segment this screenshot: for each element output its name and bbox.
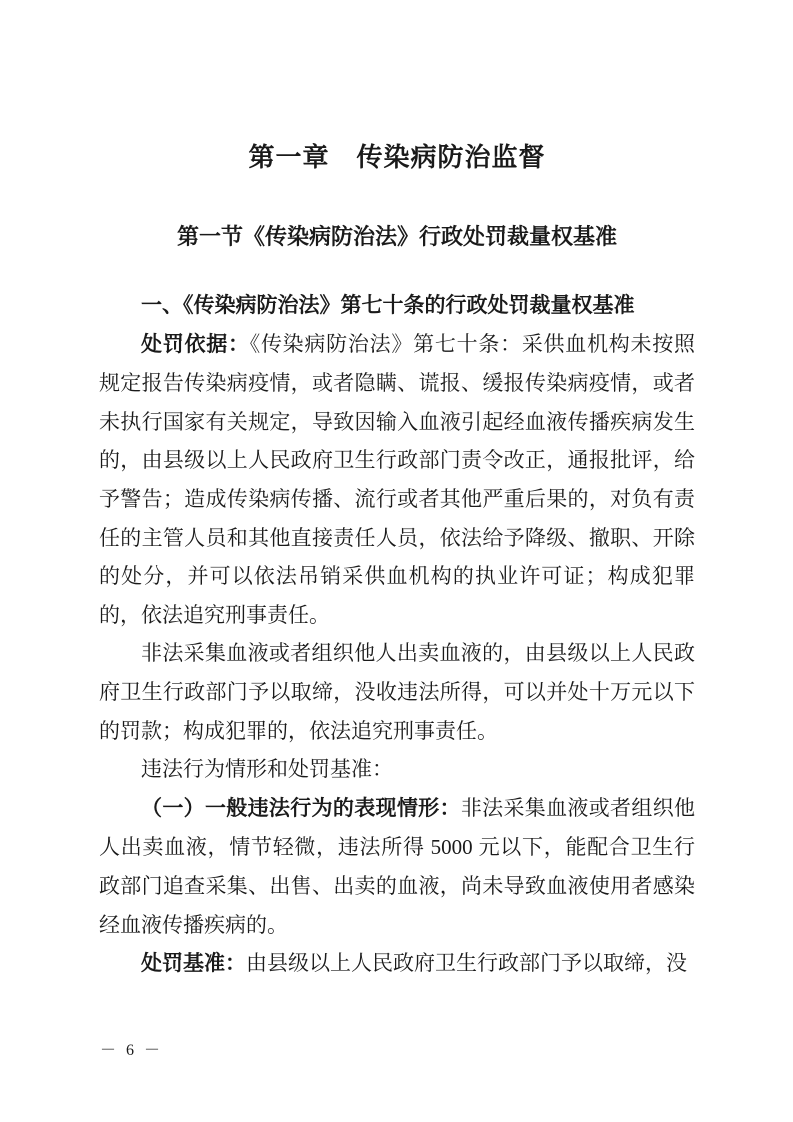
paragraph-lead: 处罚基准： — [141, 952, 246, 976]
paragraph-penalty-basis — [99, 325, 695, 635]
paragraph-violation-intro — [99, 750, 695, 789]
list-heading — [99, 286, 695, 325]
paragraph-illegal-collection — [99, 634, 695, 750]
paragraph-penalty-standard — [99, 944, 695, 984]
paragraph-general-violation — [99, 789, 695, 944]
paragraph-text: 《传染病防治法》第七十条：采供血机构未按照规定报告传染病疫情，或者隐瞒、谎报、缓报传染病疫情，或者未执行国家有关规定，导致因输入血液引起经血液传播疾病发生的，由县级以上人民政府卫生行政部门责令改正，通报批评，给予警告；造成传染病传播、流行或者其他严重后果的，对负有责任的主管人员和其他直接责任人员，依法给予降级、撤职、开除的处分，并可以依法吊销采供血机构的执业许可证；构成犯罪的，依法追究刑事责任。 — [99, 331, 696, 627]
paragraph-lead: （一）一般违法行为的表现情形： — [141, 796, 461, 820]
paragraph-text: 由县级以上人民政府卫生行政部门予以取缔，没 — [246, 951, 687, 976]
document-content — [99, 0, 695, 984]
chapter-title: 第一章 传染病防治监督 — [248, 142, 546, 172]
paragraph-text: 一、《传染病防治法》第七十条的行政处罚裁量权基准 — [141, 293, 635, 317]
paragraph-text: 违法行为情形和处罚基准： — [141, 757, 393, 782]
paragraph-text: 非法采集血液或者组织他人出卖血液的，由县级以上人民政府卫生行政部门予以取缔，没收违法所得，可以并处十万元以下的罚款；构成犯罪的，依法追究刑事责任。 — [99, 641, 695, 743]
section-title: 第一节《传染病防治法》行政处罚裁量权基准 — [176, 224, 617, 249]
paragraph-text: 非法采集血液或者组织他人出卖血液，情节轻微，违法所得 5000 元以下，能配合卫生行政部门追查采集、出售、出卖的血液，尚未导致血液使用者感染经血液传播疾病的。 — [99, 795, 696, 937]
paragraph-lead: 处罚依据： — [141, 332, 250, 356]
page-number: － 6 － — [100, 1042, 164, 1059]
document-body — [99, 286, 695, 984]
